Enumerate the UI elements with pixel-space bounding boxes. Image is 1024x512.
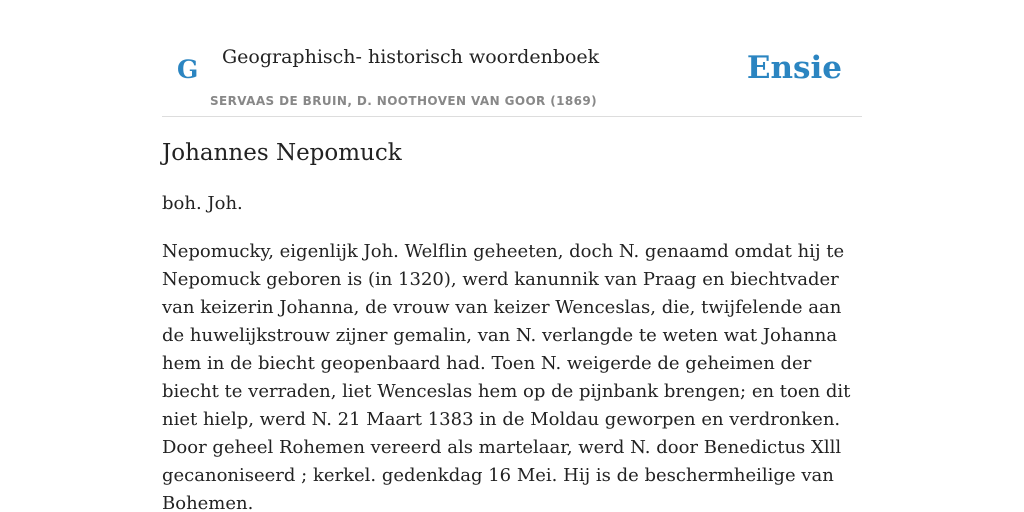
- entry-abbreviation: boh. Joh.: [162, 193, 243, 214]
- page: [162, 0, 862, 512]
- entry-title: Johannes Nepomuck: [162, 140, 402, 166]
- entry-body: Nepomucky, eigenlijk Joh. Welflin geheeten, doch N. genaamd omdat hij te Nepomuck geboren is (in 1320), werd kanunnik van Praag en biechtvader van keizerin Johanna, de vrouw van keizer Wenceslas, die, twijfelende aan de huwelijkstrouw zijner gemalin, van N. verlangde te weten wat Johanna hem in de biecht geopenbaard had. Toen N. weigerde de geheimen der biecht te verraden, liet Wenceslas hem op de pijnbank brengen; en toen dit niet hielp, werd N. 21 Maart 1383 in de Moldau geworpen en verdronken. Door geheel Rohemen vereerd als martelaar, werd N. door Benedictus Xlll gecanoniseerd ; kerkel. gedenkdag 16 Mei. Hij is de beschermheilige van Bohemen.: [162, 241, 851, 512]
- book-header: [162, 0, 862, 117]
- book-letter-logo[interactable]: G: [177, 55, 199, 84]
- ensie-logo-link[interactable]: Ensie: [746, 50, 842, 86]
- book-title[interactable]: Geographisch- historisch woordenboek: [222, 46, 600, 68]
- book-authors: SERVAAS DE BRUIN, D. NOOTHOVEN VAN GOOR (1869): [210, 94, 598, 108]
